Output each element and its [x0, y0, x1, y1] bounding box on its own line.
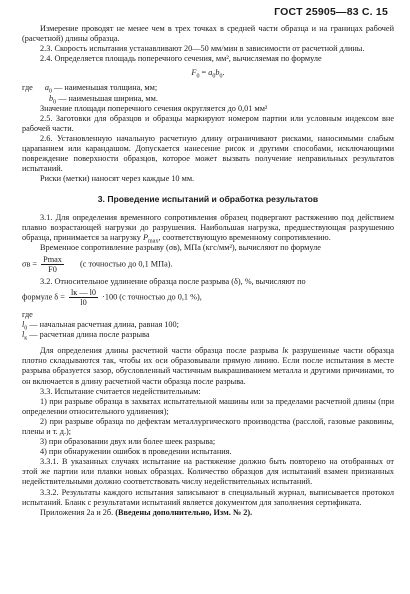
- formula-area: $F_0 = a_0b_0$.: [191, 68, 225, 81]
- paragraph: 3.1. Для определения временного сопротивления образец подвергают растяжению под действием плавно возрастающей нагрузки до разрушения. Наибольшая нагрузка, предшествующая разрушению образца, принимается за нагрузку $P_{max}$, соответствующую временному сопротивлению.: [22, 212, 394, 245]
- fraction: $\frac{lк — l0}{l0}$: [70, 287, 97, 307]
- fraction: $\frac{Pmax}{F0}$: [43, 254, 62, 274]
- page-header: ГОСТ 25905—83 С. 15: [274, 6, 388, 18]
- definition-line: $l_0$ — начальная расчетная длина, равная 100;: [22, 320, 179, 332]
- paragraph: 2.5. Заготовки для образцов и образцы маркируют номером партии или условным индексом вне рабочей части.: [22, 113, 394, 133]
- list-item: 4) при обнаружении ошибок в проведении испытания.: [40, 447, 232, 457]
- paragraph: Измерение проводят не менее чем в трех точках в средней части образца и на границах рабочей (расчетной) длины образца.: [22, 24, 394, 44]
- paragraph: Для определения длины расчетной части образца после разрыва lк разрушенные части образца плотно складываются так, чтобы их оси образовывали прямую линию. Если после испытания в месте разрыва образуется зазор, обусловленный частичным выкрашиванием металла и другими причинами, то он включается в длину расчетной части образца после разрыва.: [22, 346, 395, 386]
- paragraph: 2.6. Установленную начальную расчетную длину ограничивают рисками, наносимыми слабым царапанием или карандашом. Допускается нанесение рисок и другими способами, исключающими повреждение поверхности образцов, которое может вызвать получение неправильных результатов испытаний.: [22, 133, 394, 174]
- list-item: 1) при разрыве образца в захватах испытательной машины или за пределами расчетной длины (при определении относительного удлинения);: [22, 396, 394, 416]
- formula-delta: формуле δ = $\frac{lк — l0}{l0}$ ·100 (с точностью до 0,1 %),: [22, 287, 202, 307]
- paragraph: 3.2. Относительное удлинение образца после разрыва (δ), %, вычисляют по: [40, 276, 306, 286]
- paragraph: 3.3. Испытание считается недействительным:: [40, 386, 201, 396]
- paragraph: Временное сопротивление разрыву (σв), МПа (кгс/мм²), вычисляют по формуле: [40, 242, 321, 252]
- paragraph: 3.3.1. В указанных случаях испытание на растяжение должно быть повторено на отобранных от этой же партии или плавки новых образцах. Количество образцов для испытаний взамен признанных недействительными должно соответствовать числу недействительных испытаний.: [22, 457, 394, 487]
- definition-line: где $a_0$ — наименьшая толщина, мм;: [22, 83, 158, 96]
- paragraph: 2.3. Скорость испытания устанавливают 20—50 мм/мин в зависимости от расчетной длины.: [40, 44, 365, 54]
- paragraph: 2.4. Определяется площадь поперечного сечения, мм², вычисляемая по формуле: [40, 54, 322, 64]
- list-item: 3) при образовании двух или более шеек разрыва;: [40, 437, 216, 447]
- paragraph: Значение площади поперечного сечения округляется до 0,01 мм²: [40, 103, 268, 113]
- definition-line: $l_к$ — расчетная длина после разрыва: [22, 330, 150, 342]
- list-item: 2) при разрыве образца по дефектам металлургического производства (расслой, газовые раковины, плены и т. д.);: [22, 416, 394, 436]
- document-body: [22, 24, 394, 518]
- section-heading: 3. Проведение испытаний и обработка результатов: [97, 194, 319, 205]
- paragraph: Приложения 2а и 2б. (Введены дополнительно, Изм. № 2).: [40, 507, 253, 517]
- formula-sigma: σв = $\frac{Pmax}{F0}$ (с точностью до 0,1 МПа).: [22, 254, 173, 274]
- definition-line: где: [22, 309, 33, 319]
- paragraph: 3.3.2. Результаты каждого испытания записывают в специальный журнал, выписывается протокол испытаний. Бланк с результатами испытаний является документом для заполнения сертификата.: [22, 487, 394, 507]
- definition-line: $b_0$ — наименьшая ширина, мм.: [49, 93, 158, 106]
- paragraph: Риски (метки) наносят через каждые 10 мм.: [40, 174, 195, 184]
